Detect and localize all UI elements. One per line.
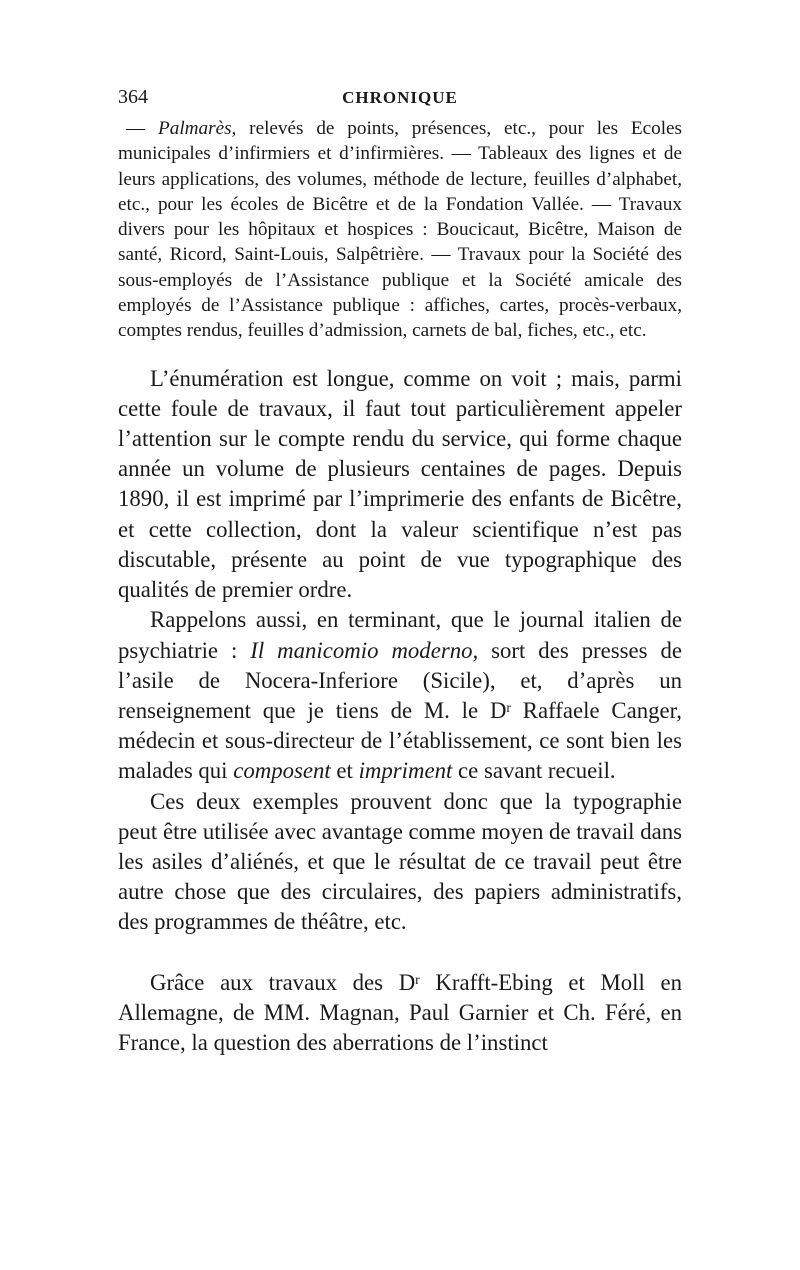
- journal-paragraph: Rappelons aussi, en terminant, que le journal italien de psychiatrie : Il manicomio moderno, sort des presses de l’asile de Nocera-Inferiore (Sicile), et, d’après un renseignement que je tiens de M. le $D^r$ Raffaele Canger, médecin et sous-directeur de l’établissement, ce sont bien les malades qui composent et impriment ce savant recueil.: [118, 607, 682, 784]
- page-number: 364: [118, 86, 148, 108]
- palmares-title: Palmarès,: [158, 118, 237, 139]
- book-page: [118, 86, 682, 1058]
- emphasis-composent: composent: [233, 758, 331, 784]
- journal-title: Il manicomio moderno,: [250, 637, 479, 663]
- running-head: [118, 86, 682, 116]
- palmares-paragraph: [118, 116, 682, 344]
- palmares-dash: —: [126, 118, 159, 139]
- enumeration-paragraph: L’énumération est longue, comme on voit ; mais, parmi cette foule de travaux, il faut tout particulièrement appeler l’attention sur le compte rendu du service, qui forme chaque année un volume de plusieurs centaines de pages. Depuis 1890, il est imprimé par l’imprimerie des enfants de Bicêtre, et cette collection, dont la valeur scientifique n’est pas discutable, présente au point de vue typographique des qualités de premier ordre.: [118, 365, 682, 603]
- examples-paragraph: Ces deux exemples prouvent donc que la typographie peut être utilisée avec avantage comme moyen de travail dans les asiles d’aliénés, et que le résultat de ce travail peut être autre chose que des circulaires, des papiers administratifs, des programmes de théâtre, etc.: [118, 788, 682, 935]
- emphasis-impriment: impriment: [358, 758, 453, 784]
- aberrations-paragraph: Grâce aux travaux des $D^r$ Krafft-Ebing et Moll en Allemagne, de MM. Magnan, Paul Garnier et Ch. Féré, en France, la question des aberrations de l’instinct: [118, 969, 682, 1055]
- palmares-text: relevés de points, présences, etc., pour les Ecoles municipales d’infirmiers et d’infirmières. — Tableaux des lignes et de leurs applications, des volumes, méthode de lecture, feuilles d’alphabet, etc., pour les écoles de Bicêtre et de la Fondation Vallée. — Travaux divers pour les hôpitaux et hospices : Boucicaut, Bicêtre, Maison de santé, Ricord, Saint-Louis, Salpêtrière. — Travaux pour la Société des sous-employés de l’Assistance publique et la Société amicale des employés de l’Assistance publique : affiches, cartes, procès-verbaux, comptes rendus, feuilles d’admission, carnets de bal, fiches, etc., etc.: [118, 118, 683, 342]
- chapter-title: CHRONIQUE: [342, 88, 458, 107]
